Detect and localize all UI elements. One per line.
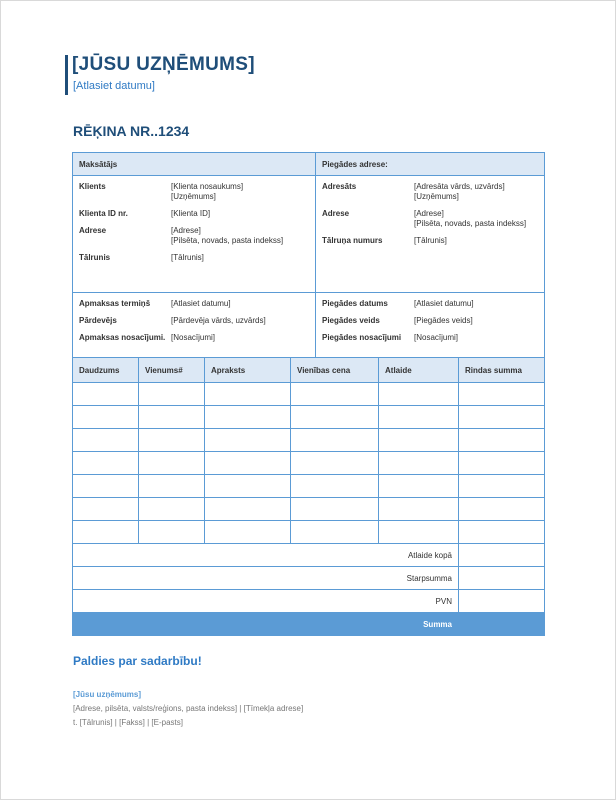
item-row — [73, 383, 545, 406]
field-label: Tālrunis — [79, 253, 111, 262]
field-label: Piegādes veids — [322, 316, 380, 325]
delivery-row — [322, 333, 538, 343]
totals-row — [73, 590, 545, 613]
item-row — [73, 521, 545, 544]
item-cell[interactable] — [205, 475, 291, 498]
total-label: Atlaide kopā — [73, 544, 459, 567]
field-value[interactable]: [Adrese] [Pilsēta, novads, pasta indekss] — [414, 209, 527, 228]
item-row — [73, 452, 545, 475]
field-value[interactable]: [Adrese] [Pilsēta, novads, pasta indekss] — [171, 226, 284, 245]
shipping-row — [322, 209, 538, 229]
payment-row — [79, 299, 309, 309]
col-header: Apraksts — [205, 358, 291, 383]
invoice-title: RĒĶINA NR..1234 — [73, 123, 190, 139]
payment-row — [79, 316, 309, 326]
item-cell[interactable] — [205, 429, 291, 452]
field-label: Adrese — [322, 209, 350, 218]
total-value[interactable] — [459, 544, 545, 567]
grand-total-row — [73, 613, 545, 636]
item-cell[interactable] — [139, 452, 205, 475]
col-header: Vienums# — [139, 358, 205, 383]
field-label: Piegādes nosacījumi — [322, 333, 402, 342]
field-value[interactable]: [Piegādes veids] — [414, 316, 473, 325]
item-cell[interactable] — [139, 521, 205, 544]
item-row — [73, 498, 545, 521]
totals-row — [73, 567, 545, 590]
totals-row — [73, 544, 545, 567]
item-cell[interactable] — [139, 383, 205, 406]
item-cell[interactable] — [459, 429, 545, 452]
items-table — [72, 357, 545, 636]
item-cell[interactable] — [291, 498, 379, 521]
payer-row — [79, 253, 309, 263]
item-cell[interactable] — [73, 475, 139, 498]
item-cell[interactable] — [205, 498, 291, 521]
grand-total-label: Summa — [73, 613, 459, 636]
item-row — [73, 429, 545, 452]
item-cell[interactable] — [379, 406, 459, 429]
thank-you-text: Paldies par sadarbību! — [73, 654, 202, 668]
shipping-header: Piegādes adrese: — [316, 153, 545, 176]
delivery-row — [322, 316, 538, 326]
item-cell[interactable] — [73, 383, 139, 406]
field-label: Piegādes datums — [322, 299, 388, 308]
field-label: Adresāts — [322, 182, 357, 191]
field-label: Apmaksas termiņš — [79, 299, 151, 308]
item-cell[interactable] — [291, 406, 379, 429]
item-cell[interactable] — [459, 498, 545, 521]
item-cell[interactable] — [459, 452, 545, 475]
col-header: Atlaide — [379, 358, 459, 383]
field-label: Klienta ID nr. — [79, 209, 128, 218]
item-row — [73, 475, 545, 498]
payer-header: Maksātājs — [73, 153, 316, 176]
item-cell[interactable] — [291, 452, 379, 475]
shipping-row — [322, 182, 538, 202]
payer-row — [79, 182, 309, 202]
field-value[interactable]: [Klienta nosaukums] [Uzņēmums] — [171, 182, 244, 201]
item-cell[interactable] — [459, 521, 545, 544]
item-cell[interactable] — [205, 521, 291, 544]
accent-bar — [65, 55, 68, 95]
field-value[interactable]: [Adresāta vārds, uzvārds] [Uzņēmums] — [414, 182, 505, 201]
item-cell[interactable] — [139, 429, 205, 452]
item-cell[interactable] — [379, 475, 459, 498]
item-cell[interactable] — [139, 475, 205, 498]
item-cell[interactable] — [379, 429, 459, 452]
field-value[interactable]: [Tālrunis] — [171, 253, 204, 262]
payment-block — [73, 293, 316, 358]
item-cell[interactable] — [291, 429, 379, 452]
item-cell[interactable] — [73, 452, 139, 475]
col-header: Vienības cena — [291, 358, 379, 383]
field-value[interactable]: [Atlasiet datumu] — [414, 299, 474, 308]
field-value[interactable]: [Nosacījumi] — [171, 333, 216, 342]
item-cell[interactable] — [205, 406, 291, 429]
item-cell[interactable] — [379, 452, 459, 475]
item-cell[interactable] — [291, 383, 379, 406]
item-cell[interactable] — [379, 498, 459, 521]
item-cell[interactable] — [379, 521, 459, 544]
item-cell[interactable] — [73, 498, 139, 521]
invoice-date[interactable]: [Atlasiet datumu] — [73, 80, 155, 92]
payer-row — [79, 209, 309, 219]
company-name: [JŪSU UZŅĒMUMS] — [72, 54, 255, 75]
item-cell[interactable] — [205, 452, 291, 475]
footer — [73, 688, 303, 730]
shipping-block — [316, 176, 545, 293]
item-cell[interactable] — [379, 383, 459, 406]
grand-total-value[interactable] — [459, 613, 545, 636]
field-label: Pārdevējs — [79, 316, 117, 325]
item-cell[interactable] — [73, 406, 139, 429]
field-label: Adrese — [79, 226, 107, 235]
footer-address: [Adrese, pilsēta, valsts/reģions, pasta indekss] | [Tīmekļa adrese] — [73, 704, 304, 713]
total-value[interactable] — [459, 590, 545, 613]
item-row — [73, 406, 545, 429]
delivery-row — [322, 299, 538, 309]
shipping-row — [322, 236, 538, 246]
field-value[interactable]: [Tālrunis] — [414, 236, 447, 245]
total-value[interactable] — [459, 567, 545, 590]
payer-block — [73, 176, 316, 293]
total-label: Starpsumma — [73, 567, 459, 590]
delivery-block — [316, 293, 545, 358]
item-cell[interactable] — [291, 475, 379, 498]
col-header: Daudzums — [73, 358, 139, 383]
item-cell[interactable] — [459, 406, 545, 429]
item-cell[interactable] — [139, 406, 205, 429]
item-cell[interactable] — [139, 498, 205, 521]
item-cell[interactable] — [459, 383, 545, 406]
item-cell[interactable] — [291, 521, 379, 544]
payment-row — [79, 333, 309, 343]
col-header: Rindas summa — [459, 358, 545, 383]
total-label: PVN — [73, 590, 459, 613]
field-label: Tālruņa numurs — [322, 236, 383, 245]
item-rows — [73, 383, 545, 544]
field-value[interactable]: [Nosacījumi] — [414, 333, 459, 342]
footer-company: [Jūsu uzņēmums] — [73, 690, 142, 699]
item-cell[interactable] — [73, 429, 139, 452]
payer-row — [79, 226, 309, 246]
field-value[interactable]: [Atlasiet datumu] — [171, 299, 231, 308]
field-value[interactable]: [Klienta ID] — [171, 209, 211, 218]
item-cell[interactable] — [205, 383, 291, 406]
field-label: Klients — [79, 182, 106, 191]
info-table — [72, 152, 545, 358]
field-label: Apmaksas nosacījumi. — [79, 333, 166, 342]
footer-contacts: t. [Tālrunis] | [Fakss] | [E-pasts] — [73, 718, 183, 727]
item-cell[interactable] — [73, 521, 139, 544]
item-cell[interactable] — [459, 475, 545, 498]
field-value[interactable]: [Pārdevēja vārds, uzvārds] — [171, 316, 266, 325]
